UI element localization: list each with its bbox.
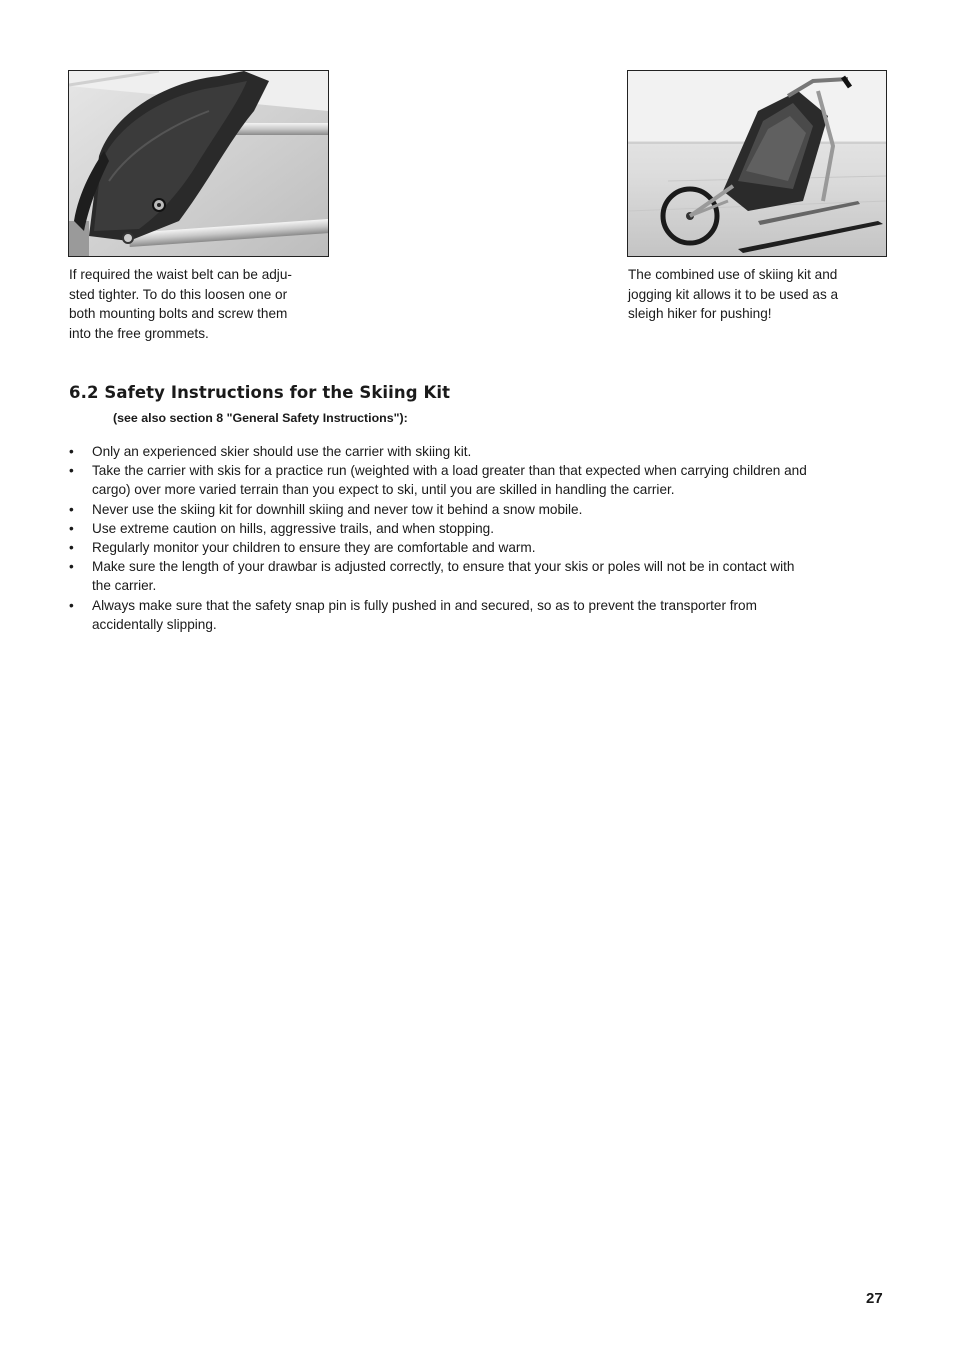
waist-belt-illustration xyxy=(69,71,328,256)
caption-left-line: If required the waist belt can be adju- xyxy=(69,267,292,282)
list-item-text: cargo) over more varied terrain than you expect to ski, until you are skilled in handling the carrier. xyxy=(92,482,675,498)
page-number: 27 xyxy=(866,1290,883,1307)
safety-instructions-list xyxy=(69,442,884,634)
list-item-text: Make sure the length of your drawbar is adjusted correctly, to ensure that your skis or poles will not be in contact with xyxy=(92,559,795,575)
bullet-icon: • xyxy=(69,540,74,556)
caption-right-line: The combined use of skiing kit and xyxy=(628,267,838,282)
list-item-text: Always make sure that the safety snap pin is fully pushed in and secured, so as to prevent the transporter from xyxy=(92,597,757,613)
caption-left xyxy=(69,265,331,343)
bullet-icon: • xyxy=(69,597,74,613)
caption-left-line: both mounting bolts and screw them xyxy=(69,306,288,321)
list-item-text: Take the carrier with skis for a practice run (weighted with a load greater than that expected when carrying children and xyxy=(92,463,807,479)
list-item-text: the carrier. xyxy=(92,578,157,594)
waist-belt-photo xyxy=(68,70,329,257)
caption-right-line: sleigh hiker for pushing! xyxy=(628,306,772,321)
list-item xyxy=(69,461,884,499)
section-title: 6.2 Safety Instructions for the Skiing Kit xyxy=(69,383,451,402)
bullet-icon: • xyxy=(69,520,74,536)
list-item xyxy=(69,519,884,538)
list-item-text: Regularly monitor your children to ensure they are comfortable and warm. xyxy=(92,540,536,556)
list-item-text: Use extreme caution on hills, aggressive trails, and when stopping. xyxy=(92,520,494,536)
list-item-text: accidentally slipping. xyxy=(92,616,217,632)
list-item xyxy=(69,500,884,519)
caption-left-line: sted tighter. To do this loosen one or xyxy=(69,286,288,302)
bullet-icon: • xyxy=(69,444,74,459)
section-subtitle: (see also section 8 "General Safety Instructions"): xyxy=(113,411,408,425)
list-item xyxy=(69,538,884,557)
sleigh-hiker-photo xyxy=(627,70,887,257)
list-item-text: Never use the skiing kit for downhill skiing and never tow it behind a snow mobile. xyxy=(92,501,583,517)
list-item xyxy=(69,596,884,634)
caption-right xyxy=(628,265,890,324)
list-item-text: Only an experienced skier should use the carrier with skiing kit. xyxy=(92,444,472,459)
list-item xyxy=(69,557,884,595)
bullet-icon: • xyxy=(69,501,74,517)
bullet-icon: • xyxy=(69,463,74,479)
sleigh-hiker-illustration xyxy=(628,71,886,256)
bullet-icon: • xyxy=(69,559,74,575)
caption-left-line: into the free grommets. xyxy=(69,325,209,341)
list-item xyxy=(69,442,884,461)
caption-right-line: jogging kit allows it to be used as a xyxy=(628,286,839,302)
